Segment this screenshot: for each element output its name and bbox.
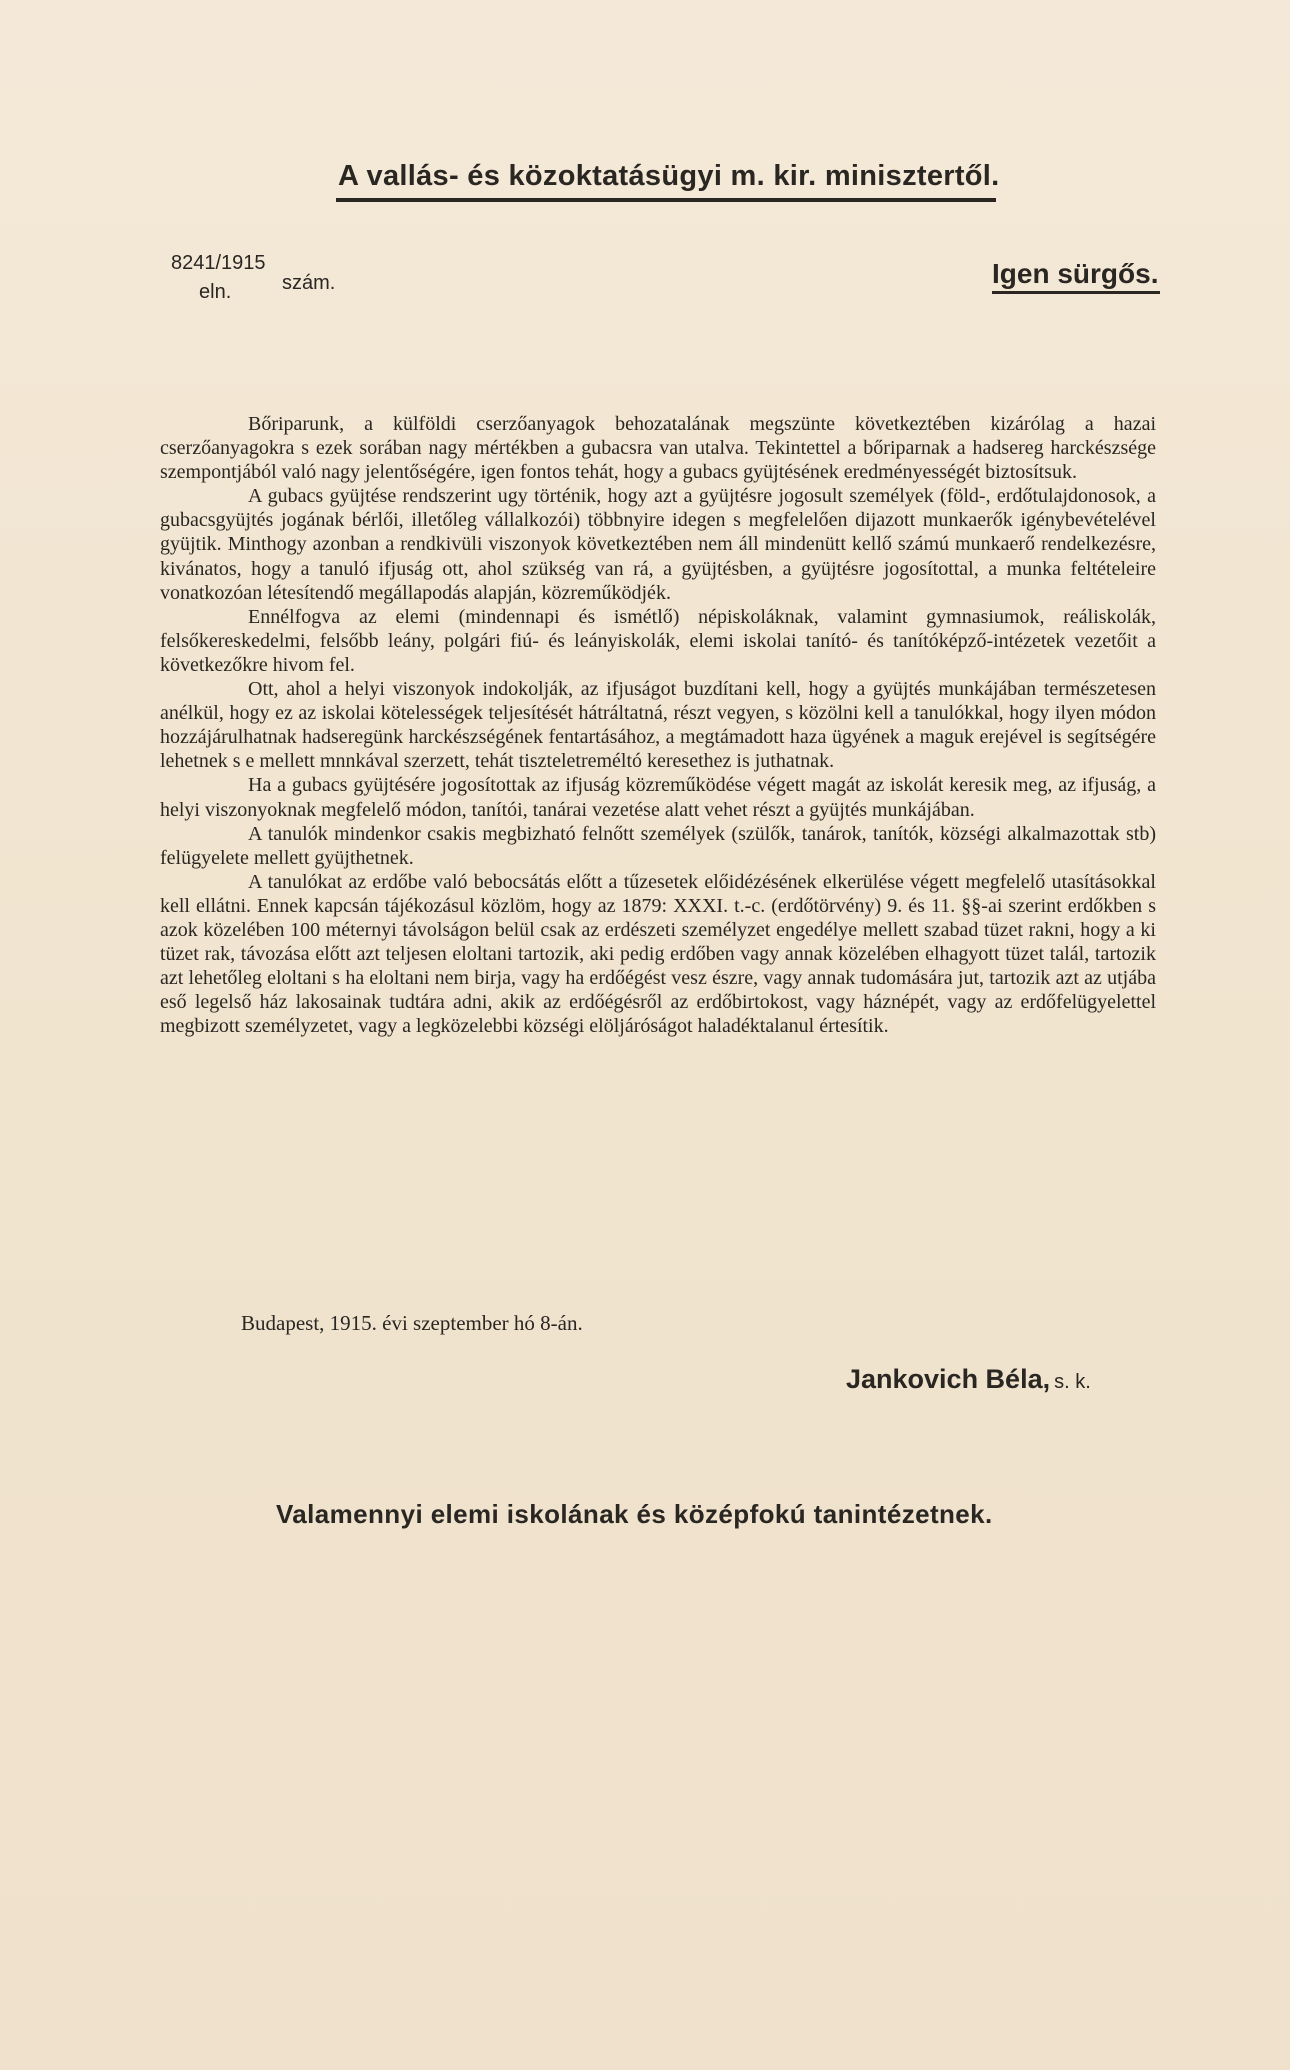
paragraph: A tanulókat az erdőbe való bebocsátás előtt a tűzesetek előidézésének elkerülése végett megfelelő utasításokkal kell ellátni. Ennek kapcsán tájékozásul közlöm, hogy az 1879: XXXI. t.-c. (erdőtörvény) 9. és 11. §§-ai szerint erdőkben s azok közelében 100 méternyi távolságon belül csak az erdészeti személyzet engedélye mellett szabad tüzet rakni, hogy a ki tüzet rak, távozása előtt azt teljesen eloltani tartozik, aki pedig erdőben vagy annak közelében elhagyott tüzet talál, tartozik azt lehetőleg eloltani s ha eloltani nem birja, vagy ha erdőégést vesz észre, vagy annak tudomására jut, tartozik azt az utjába eső legelső ház lakosainak tudtára adni, akik az erdőégésről az erdőbirtokost, vagy háznépét, vagy az erdőfelügyelettel megbizott személyzetet, vagy a legközelebbi községi elöljáróságot haladéktalanul értesítik. — [160, 870, 1156, 1038]
paragraph: Ha a gubacs gyüjtésére jogosítottak az ifjuság közreműködése végett magát az iskolát keresik meg, az ifjuság, a helyi viszonyoknak megfelelő módon, tanítói, tanárai vezetése alatt vehet részt a gyüjtés munkájában. — [160, 774, 1156, 821]
signatory-suffix: s. k. — [1054, 1371, 1091, 1393]
addressee-line: Valamennyi elemi iskolának és középfokú tanintézetnek. — [276, 1499, 993, 1529]
paragraph: A tanulók mindenkor csakis megbizható felnőtt személyek (szülők, tanárok, tanítók, községi alkalmazottak stb) felügyelete mellett gyüjthetnek. — [160, 822, 1156, 869]
reference-number: 8241/1915 — [171, 252, 266, 274]
heading-underline — [336, 198, 996, 202]
signature — [846, 1364, 1091, 1395]
paragraph: Ennélfogva az elemi (mindennapi és ismétlő) népiskoláknak, valamint gymnasiumok, reáliskolák, felsőkereskedelmi, felsőbb leány, polgári fiú- és leányiskolák, elemi iskolai tanító- és tanítóképző-intézetek vezetőit a következőkre hivom fel. — [160, 605, 1156, 676]
paragraph: Bőriparunk, a külföldi cserzőanyagok behozatalának megszünte következtében kizárólag a hazai cserzőanyagokra s ezek sorában nagy mértékben a gubacsra van utalva. Tekintettel a bőriparnak a hadsereg harckészsége szempontjából való nagy jelentőségére, igen fontos tehát, hogy a gubacs gyüjtésének eredményességét biztosítsuk. — [160, 413, 1156, 484]
urgency-label: Igen sürgős. — [992, 258, 1159, 289]
reference-word: szám. — [282, 272, 336, 294]
reference-sub: eln. — [199, 281, 232, 303]
document-heading: A vallás- és közoktatásügyi m. kir. minisztertől. — [338, 160, 1000, 192]
urgency-underline — [992, 291, 1160, 294]
paragraph: A gubacs gyüjtése rendszerint ugy történik, hogy azt a gyüjtésre jogosult személyek (föld-, erdőtulajdonosok, a gubacsgyüjtés jogának bérlői, illetőleg vállalkozói) többnyire idegen s megfelelően dijazott munkaerők igénybevételével gyüjtik. Minthogy azonban a rendkivüli viszonyok következtében nem áll mindenütt kellő számú munkaerő rendelkezésre, kivánatos, hogy a tanuló ifjuság ott, ahol szükség van rá, a gyüjtésben, a gyüjtésre jogosítottal, a munka feltételeire vonatkozóan létesítendő megállapodás alapján, közreműködjék. — [160, 485, 1156, 604]
date-line: Budapest, 1915. évi szeptember hó 8-án. — [241, 1311, 583, 1335]
paragraph: Ott, ahol a helyi viszonyok indokolják, az ifjuságot buzdítani kell, hogy a gyüjtés munkájában természetesen anélkül, hogy ez az iskolai kötelességek teljesítését hátráltatná, részt vegyen, s közölni kell a tanulókkal, hogy ilyen módon hozzájárulhatnak hadseregünk harckészségének fentartásához, a megtámadott haza ügyének a maguk erejével is segítségére lehetnek s e mellett mnnkával szerzett, tehát tiszteletreméltó keresethez is juthatnak. — [160, 678, 1156, 773]
letter-body — [160, 412, 1156, 1038]
signatory-name: Jankovich Béla, — [846, 1364, 1051, 1394]
